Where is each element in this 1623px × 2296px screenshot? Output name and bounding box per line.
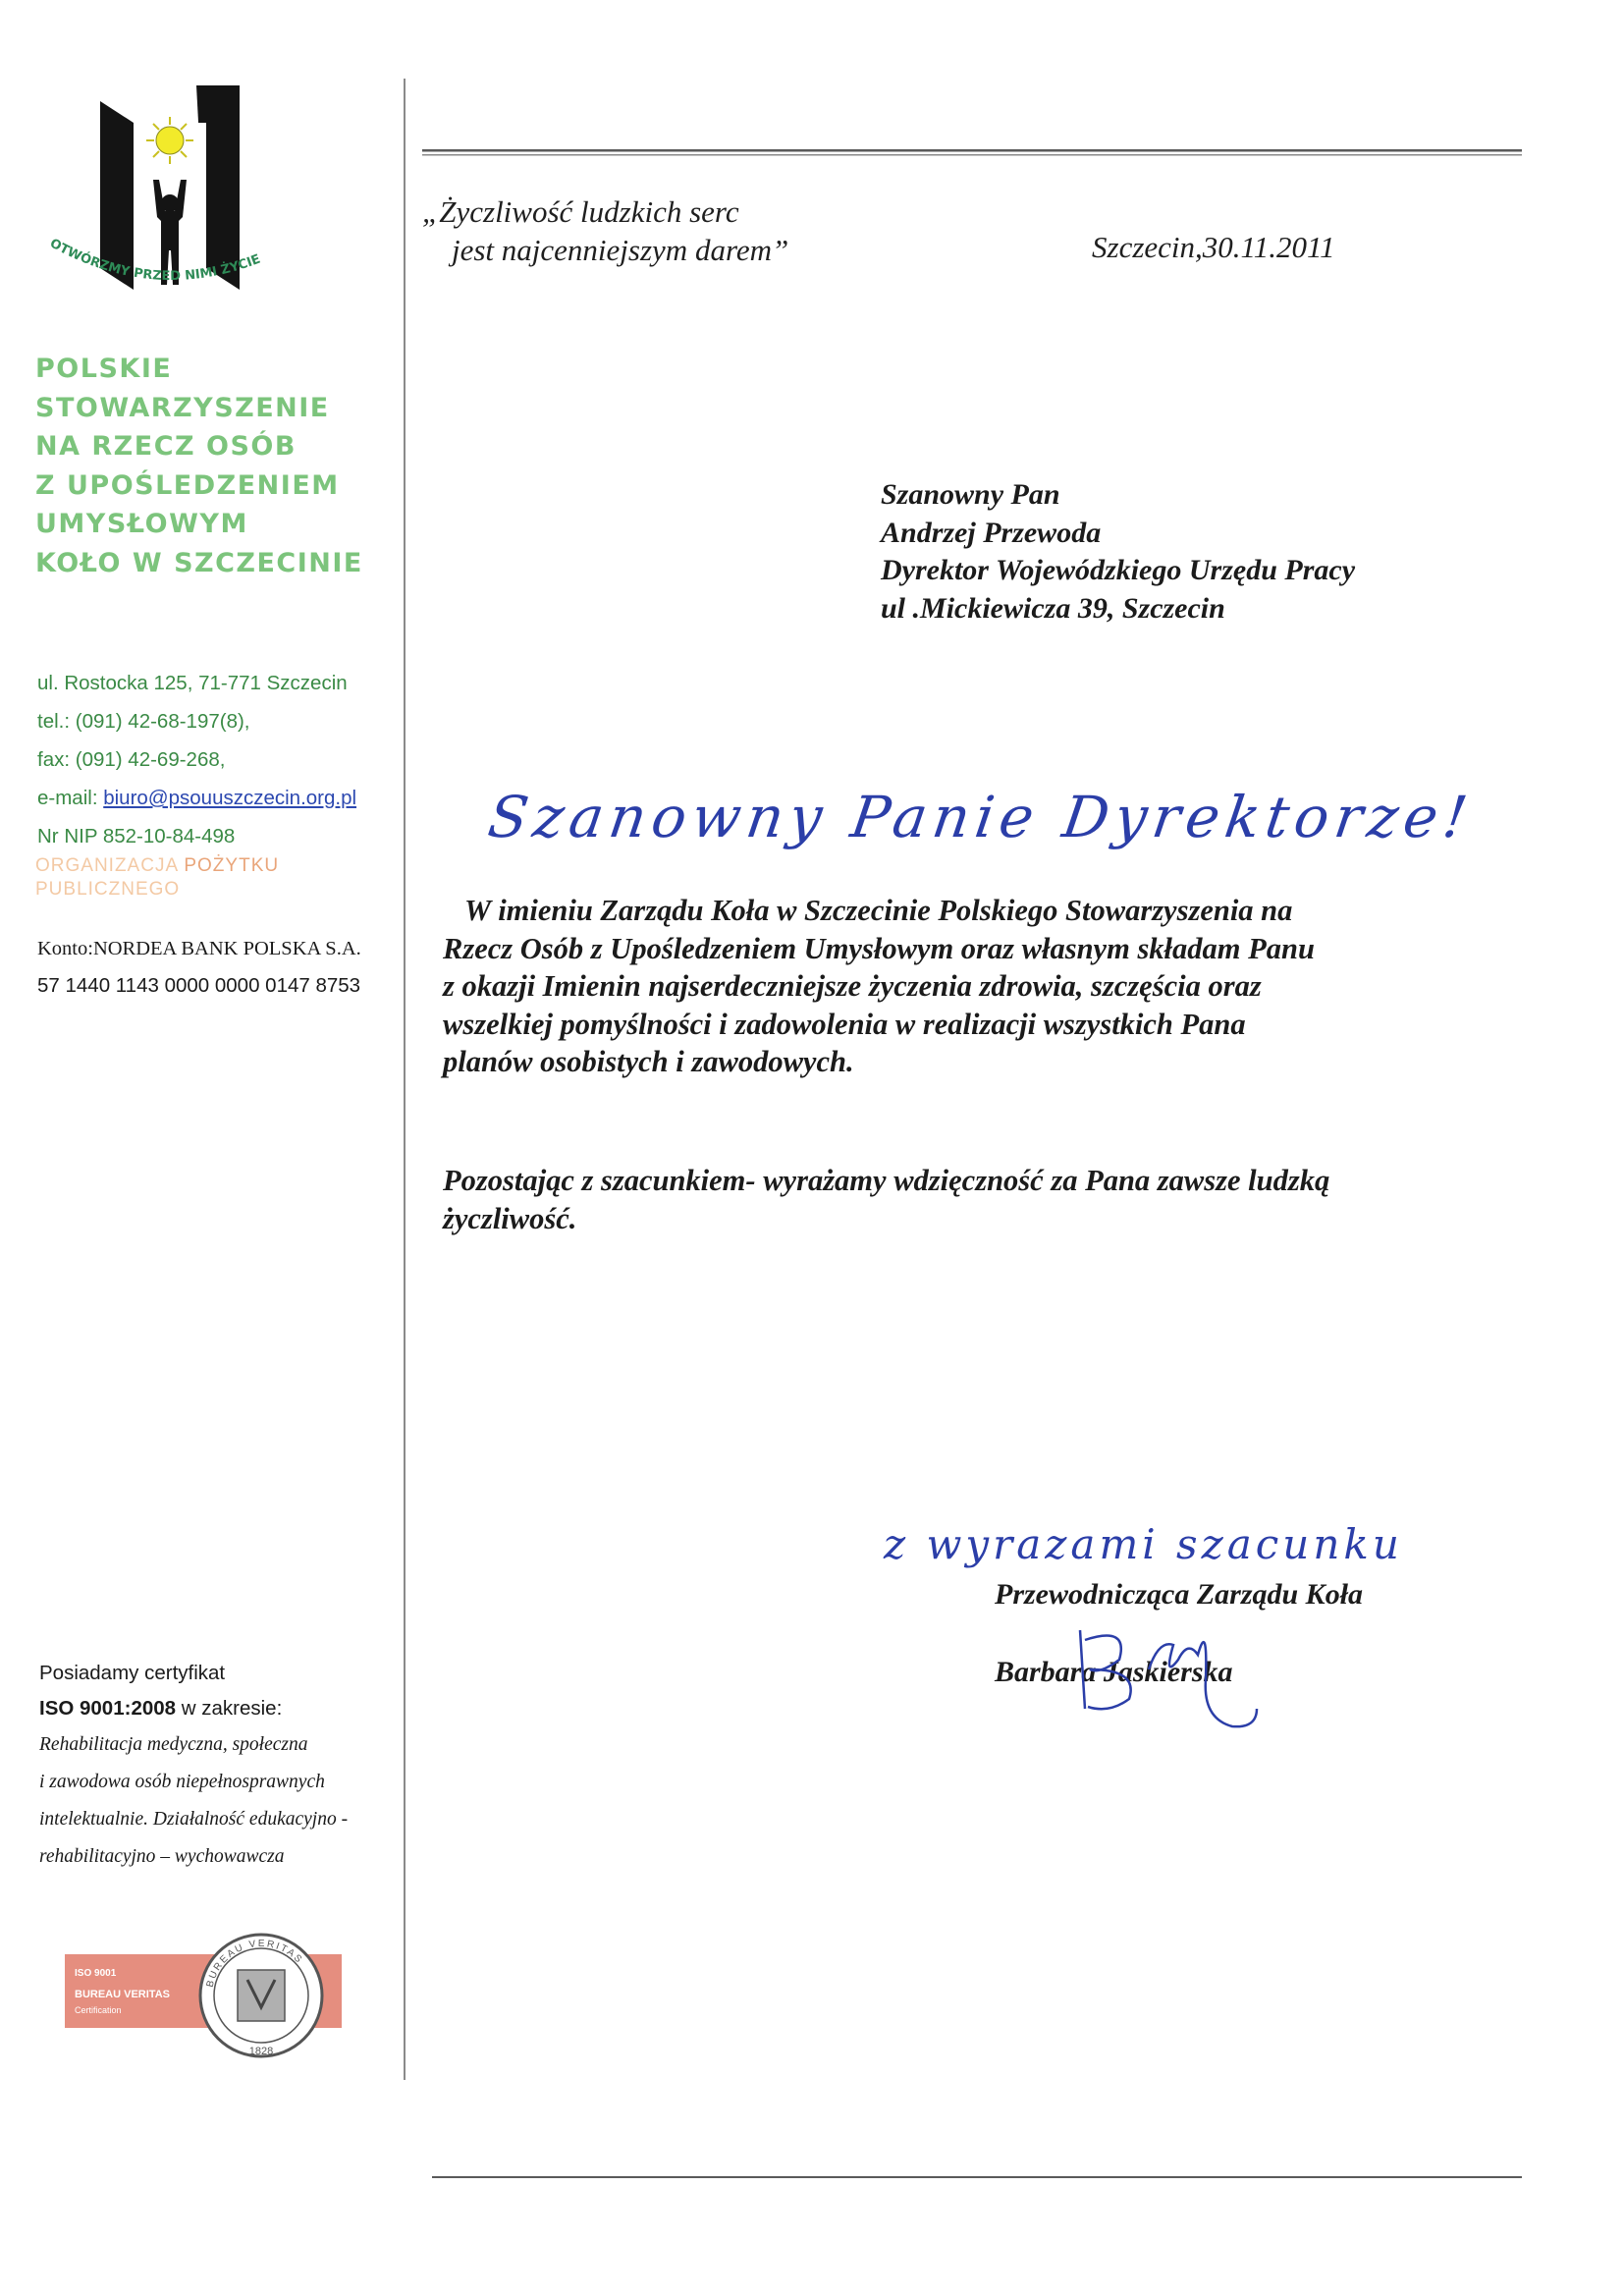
signer-title: Przewodnicząca Zarządu Koła	[995, 1578, 1364, 1611]
signer-name: Barbara Jaskierska	[995, 1656, 1233, 1688]
badge-iso-text: ISO 9001	[75, 1968, 117, 1979]
seal-text: BUREAU VERITAS	[204, 1938, 305, 1989]
certificate-block: Posiadamy certyfikat ISO 9001:2008 w zakresie: Rehabilitacja medyczna, społeczna i zawodowa osób niepełnosprawnych intelektualnie. Działalność edukacyjno - rehabilitacyjno – wychowawcza	[39, 1662, 349, 1867]
nip-number: Nr NIP 852-10-84-498	[37, 825, 236, 847]
bureau-veritas-badge	[65, 1925, 350, 2062]
badge-bv-text: BUREAU VERITAS	[75, 1989, 170, 2000]
motto: „Życzliwość ludzkich serc jest najcenniejszym darem”	[422, 194, 789, 267]
handwritten-signature	[1060, 1601, 1286, 1728]
badge-cert-text: Certification	[75, 2005, 122, 2015]
sun-icon	[146, 117, 193, 164]
letter-body: W imieniu Zarządu Koła w Szczecinie Polskiego Stowarzyszenia na Rzecz Osób z Upośledzeniem Umysłowym oraz własnym składam Panu z okazji Imienin najserdeczniejsze życzenia zdrowia, szczęścia oraz wszelkiej pomyślności i zadowolenia w realizacji wszystkich Pana planów osobistych i zawodowych.	[443, 894, 1315, 1078]
letter-closing: Pozostając z szacunkiem- wyrażamy wdzięczność za Pana zawsze ludzką życzliwość.	[443, 1164, 1330, 1235]
organization-name: POLSKIE STOWARZYSZENIE NA RZECZ OSÓB Z UPOŚLEDZENIEM UMYSŁOWYM KOŁO W SZCZECINIE	[35, 354, 363, 578]
vertical-divider	[404, 79, 406, 2080]
contact-block	[37, 664, 410, 855]
email-line: e-mail: biuro@psouuszczecin.org.pl	[37, 787, 357, 809]
recipient-address: Szanowny Pan Andrzej Przewoda Dyrektor Wojewódzkiego Urzędu Pracy ul .Mickiewicza 39, Szczecin	[881, 478, 1356, 625]
bank-account: Konto:NORDEA BANK POLSKA S.A. 57 1440 1143 0000 0000 0147 8753	[37, 938, 361, 997]
seal-year: 1828	[248, 2046, 274, 2057]
top-rule	[422, 147, 1522, 159]
address: ul. Rostocka 125, 71-771 Szczecin	[37, 672, 348, 694]
bureau-veritas-seal-icon	[200, 1935, 322, 2057]
handwritten-closing: z wyrazami szacunku	[884, 1520, 1403, 1568]
organization-logo	[39, 74, 304, 319]
logo-slogan: OTWÓRZMY PRZED NIMI ŻYCIE	[47, 236, 263, 285]
telephone: tel.: (091) 42-68-197(8),	[37, 710, 250, 733]
bottom-rule	[432, 2176, 1522, 2178]
public-benefit-organization-label: ORGANIZACJA POŻYTKU PUBLICZNEGO	[35, 855, 280, 900]
email-link[interactable]: biuro@psouuszczecin.org.pl	[103, 787, 357, 809]
fax: fax: (091) 42-69-268,	[37, 748, 226, 771]
handwritten-greeting: Szanowny Panie Dyrektorze!	[484, 784, 1478, 850]
letter-date: Szczecin,30.11.2011	[1092, 230, 1335, 264]
